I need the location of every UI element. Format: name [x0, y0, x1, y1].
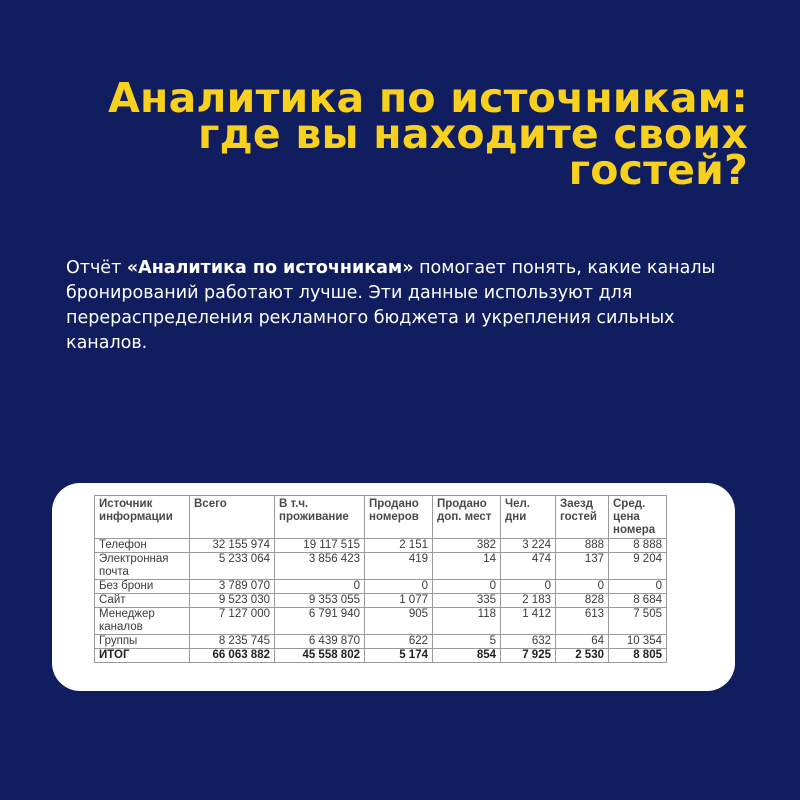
report-card — [52, 483, 735, 691]
cell: 382 — [433, 539, 501, 553]
description-highlight: «Аналитика по источникам» — [126, 258, 414, 278]
cell: 622 — [365, 635, 433, 649]
header-total: Всего — [190, 496, 275, 539]
table-header-row — [95, 496, 667, 539]
cell: 7 127 000 — [190, 608, 275, 635]
table-row — [95, 580, 667, 594]
header-extra-beds: Продано доп. мест — [433, 496, 501, 539]
table-row — [95, 553, 667, 580]
table-row — [95, 608, 667, 635]
cell: 137 — [556, 553, 609, 580]
table-row — [95, 635, 667, 649]
header-source: Источник информации — [95, 496, 190, 539]
cell: 5 — [433, 635, 501, 649]
table-total-row — [95, 649, 667, 663]
cell: 66 063 882 — [190, 649, 275, 663]
cell: 9 523 030 — [190, 594, 275, 608]
cell: 2 151 — [365, 539, 433, 553]
cell: 905 — [365, 608, 433, 635]
cell: 3 856 423 — [275, 553, 365, 580]
cell: Телефон — [95, 539, 190, 553]
cell: 8 888 — [609, 539, 667, 553]
description-prefix: Отчёт — [66, 258, 127, 278]
cell: 5 174 — [365, 649, 433, 663]
header-accommodation: В т.ч. проживание — [275, 496, 365, 539]
table-row — [95, 539, 667, 553]
cell: 1 412 — [501, 608, 556, 635]
cell: 419 — [365, 553, 433, 580]
cell: 335 — [433, 594, 501, 608]
cell: 3 789 070 — [190, 580, 275, 594]
cell: 2 530 — [556, 649, 609, 663]
cell: Электронная почта — [95, 553, 190, 580]
cell: 0 — [433, 580, 501, 594]
title-line-3: гостей? — [568, 146, 748, 194]
cell: 0 — [275, 580, 365, 594]
header-arrivals: Заезд гостей — [556, 496, 609, 539]
description-suffix: помогает понять, какие каналы бронирований работают лучше. Эти данные используют для перераспределения рекламного бюджета и укрепления сильных каналов. — [66, 258, 716, 353]
cell: ИТОГ — [95, 649, 190, 663]
page-title — [48, 74, 748, 194]
cell: 3 224 — [501, 539, 556, 553]
source-report-table — [94, 495, 667, 663]
cell: 14 — [433, 553, 501, 580]
cell: Менеджер каналов — [95, 608, 190, 635]
cell: 32 155 974 — [190, 539, 275, 553]
description — [66, 256, 746, 356]
cell: 6 439 870 — [275, 635, 365, 649]
cell: 1 077 — [365, 594, 433, 608]
cell: Группы — [95, 635, 190, 649]
cell: 118 — [433, 608, 501, 635]
header-guest-days: Чел. дни — [501, 496, 556, 539]
cell: Без брони — [95, 580, 190, 594]
cell: 0 — [501, 580, 556, 594]
table-row — [95, 594, 667, 608]
cell: 64 — [556, 635, 609, 649]
cell: 828 — [556, 594, 609, 608]
header-rooms-sold: Продано номеров — [365, 496, 433, 539]
cell: 2 183 — [501, 594, 556, 608]
cell: 10 354 — [609, 635, 667, 649]
cell: 9 204 — [609, 553, 667, 580]
cell: 8 805 — [609, 649, 667, 663]
cell: 0 — [556, 580, 609, 594]
cell: 7 505 — [609, 608, 667, 635]
cell: 9 353 055 — [275, 594, 365, 608]
cell: 5 233 064 — [190, 553, 275, 580]
cell: 632 — [501, 635, 556, 649]
cell: 6 791 940 — [275, 608, 365, 635]
cell: Сайт — [95, 594, 190, 608]
cell: 19 117 515 — [275, 539, 365, 553]
cell: 7 925 — [501, 649, 556, 663]
cell: 0 — [609, 580, 667, 594]
title-line-2: где вы находите своих — [198, 110, 748, 158]
cell: 854 — [433, 649, 501, 663]
cell: 8 684 — [609, 594, 667, 608]
header-avg-price: Сред. цена номера — [609, 496, 667, 539]
cell: 45 558 802 — [275, 649, 365, 663]
cell: 888 — [556, 539, 609, 553]
cell: 474 — [501, 553, 556, 580]
cell: 8 235 745 — [190, 635, 275, 649]
title-line-1: Аналитика по источникам: — [108, 74, 748, 122]
cell: 0 — [365, 580, 433, 594]
cell: 613 — [556, 608, 609, 635]
